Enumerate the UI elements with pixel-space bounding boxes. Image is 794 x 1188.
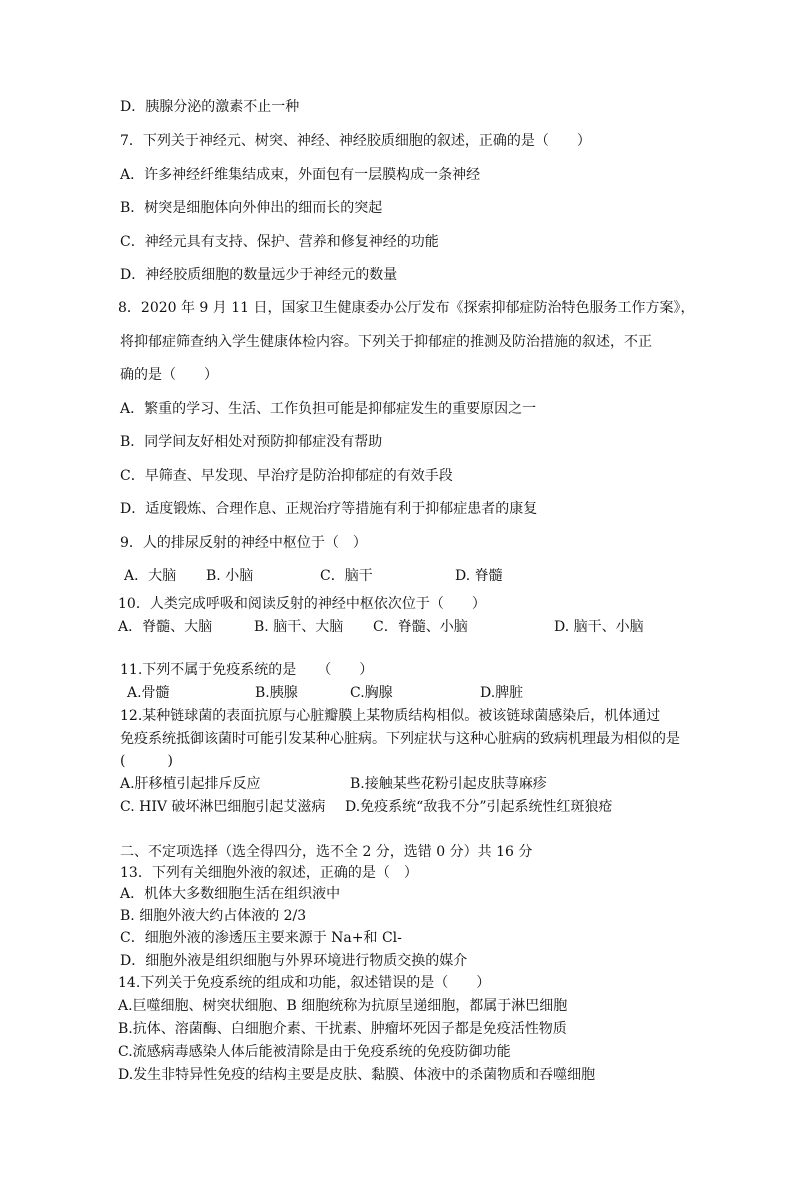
q8-stem-line2: 将抑郁症筛查纳入学生健康体检内容。下列关于抑郁症的推测及防治措施的叙述，不正 xyxy=(120,334,652,350)
q12-stem-line1: 12.某种链球菌的表面抗原与心脏瓣膜上某物质结构相似。被该链球菌感染后，机体通过 xyxy=(120,708,661,724)
q13-option-d: D．细胞外液是组织细胞与外界环境进行物质交换的媒介 xyxy=(120,953,468,969)
q12-stem-line2: 免疫系统抵御该菌时可能引发某种心脏病。下列症状与这种心脏病的致病机理最为相似的是 xyxy=(120,731,680,747)
q10-option-a: A．脊髓、大脑 xyxy=(118,619,213,635)
q11-option-a: A.骨髓 xyxy=(127,685,170,701)
q10-option-d: D. 脑干、小脑 xyxy=(554,619,644,635)
q12-stem-line3: ( ) xyxy=(120,753,173,769)
q7-option-d: D．神经胶质细胞的数量远少于神经元的数量 xyxy=(120,267,398,283)
q12-option-d: D.免疫系统“敌我不分”引起系统性红斑狼疮 xyxy=(345,799,613,815)
q8-option-c: C．早筛查、早发现、早治疗是防治抑郁症的有效手段 xyxy=(120,468,453,484)
q9-option-d: D. 脊髓 xyxy=(455,568,503,584)
q13-option-a: A．机体大多数细胞生活在组织液中 xyxy=(120,886,341,902)
q14-option-b: B.抗体、溶菌酶、白细胞介素、干扰素、肿瘤坏死因子都是免疫活性物质 xyxy=(118,1021,567,1037)
q8-option-b: B．同学间友好相处对预防抑郁症没有帮助 xyxy=(120,434,383,450)
q7-option-b: B．树突是细胞体向外伸出的细而长的突起 xyxy=(120,200,383,216)
q10-stem: 10．人类完成呼吸和阅读反射的神经中枢依次位于（ ） xyxy=(118,596,486,612)
q9-option-c: C．脑干 xyxy=(320,568,373,584)
q12-option-b: B.接触某些花粉引起皮肤荨麻疹 xyxy=(350,776,547,792)
q12-option-a: A.肝移植引起排斥反应 xyxy=(120,776,261,792)
q10-options xyxy=(0,618,794,636)
q13-option-c: C．细胞外液的渗透压主要来源于 Na+和 Cl- xyxy=(120,930,402,946)
q9-option-a: A．大脑 xyxy=(124,568,177,584)
q11-option-d: D.脾脏 xyxy=(480,685,524,701)
q8-stem-line1: 8．2020 年 9 月 11 日，国家卫生健康委办公厅发布《探索抑郁症防治特色服务工作方案》， xyxy=(118,300,695,316)
q14-option-a: A.巨噬细胞、树突状细胞、B 细胞统称为抗原呈递细胞，都属于淋巴细胞 xyxy=(118,998,568,1014)
q12-options-row2 xyxy=(0,798,794,816)
q12-option-c: C. HIV 破坏淋巴细胞引起艾滋病 xyxy=(120,799,326,815)
q10-option-b: B. 脑干、大脑 xyxy=(254,619,344,635)
q6-option-d: D．胰腺分泌的激素不止一种 xyxy=(120,99,300,115)
q7-option-c: C．神经元具有支持、保护、营养和修复神经的功能 xyxy=(120,234,439,250)
q9-option-b: B. 小脑 xyxy=(206,568,254,584)
q11-option-c: C.胸腺 xyxy=(350,685,393,701)
q11-stem: 11.下列不属于免疫系统的是 （ ） xyxy=(120,662,374,678)
q12-options-row1 xyxy=(0,775,794,793)
q14-stem: 14.下列关于免疫系统的组成和功能，叙述错误的是（ ） xyxy=(118,975,491,991)
q13-stem: 13．下列有关细胞外液的叙述，正确的是（ ） xyxy=(120,865,418,881)
q7-stem: 7．下列关于神经元、树突、神经、神经胶质细胞的叙述，正确的是（ ） xyxy=(120,133,591,149)
q11-options xyxy=(0,684,794,702)
q10-option-c: C．脊髓、小脑 xyxy=(373,619,468,635)
q14-option-d: D.发生非特异性免疫的结构主要是皮肤、黏膜、体液中的杀菌物质和吞噬细胞 xyxy=(118,1067,596,1083)
q11-option-b: B.胰腺 xyxy=(255,685,298,701)
q8-stem-line3: 确的是（ ） xyxy=(120,367,218,383)
q14-option-c: C.流感病毒感染人体后能被清除是由于免疫系统的免疫防御功能 xyxy=(118,1044,511,1060)
q9-options xyxy=(0,567,794,585)
section-2-title: 二、不定项选择（选全得四分，选不全 2 分，选错 0 分）共 16 分 xyxy=(120,844,533,860)
q8-option-a: A．繁重的学习、生活、工作负担可能是抑郁症发生的重要原因之一 xyxy=(120,401,537,417)
q9-stem: 9．人的排尿反射的神经中枢位于（ ） xyxy=(120,535,367,551)
q7-option-a: A．许多神经纤维集结成束，外面包有一层膜构成一条神经 xyxy=(120,167,481,183)
q8-option-d: D．适度锻炼、合理作息、正规治疗等措施有利于抑郁症患者的康复 xyxy=(120,501,538,517)
q13-option-b: B. 细胞外液大约占体液的 2/3 xyxy=(120,908,307,924)
